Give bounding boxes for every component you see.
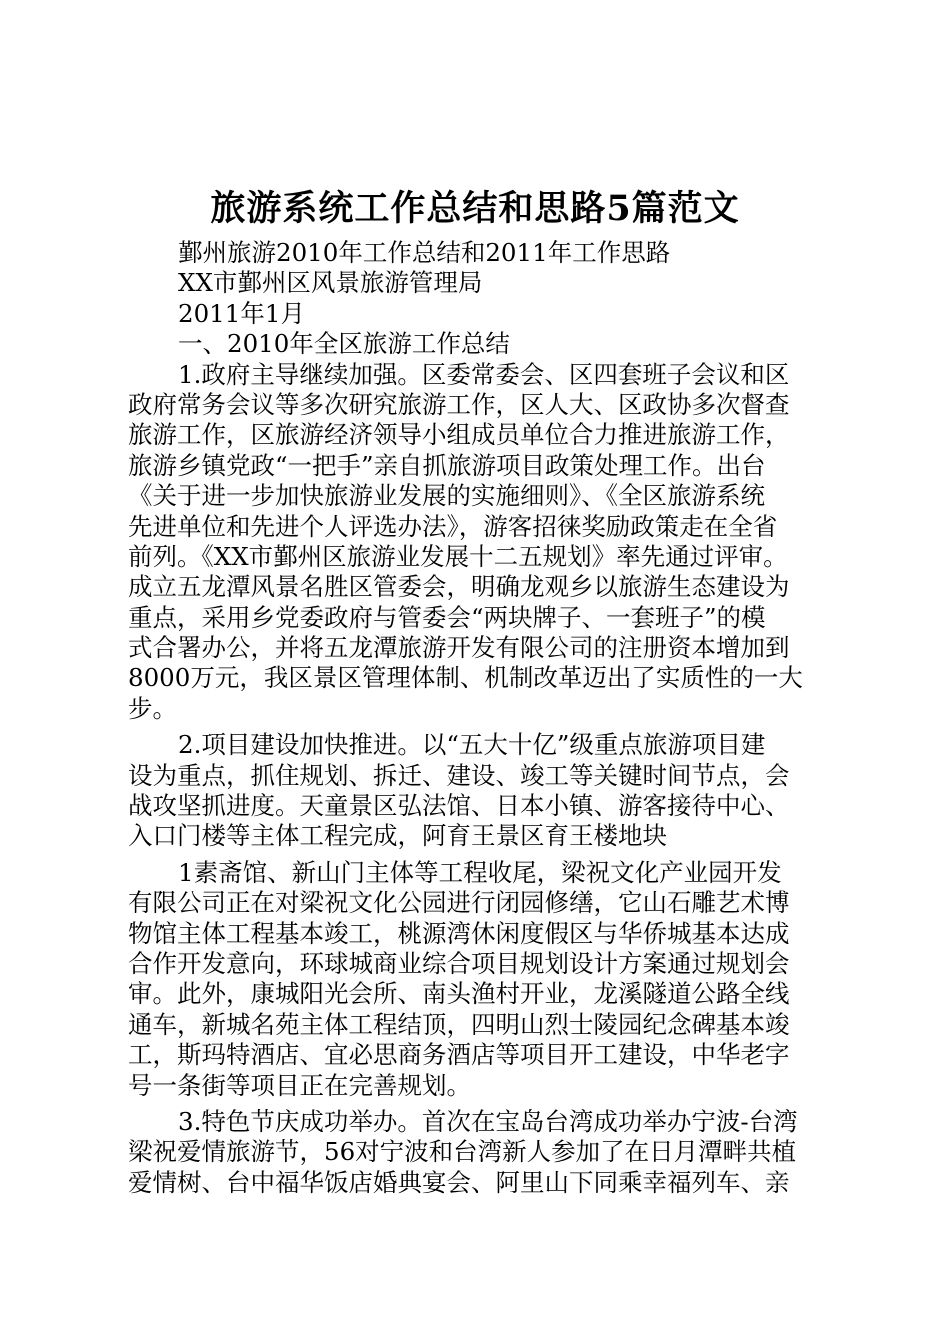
text-line: 工，斯玛特酒店、宜必思商务酒店等项目开工建设，中华老字	[128, 1040, 790, 1070]
text-line: 前列。《XX市鄞州区旅游业发展十二五规划》率先通过评审。	[128, 541, 788, 571]
text-line: 《关于进一步加快旅游业发展的实施细则》、《全区旅游系统	[128, 481, 765, 511]
text-line: 一、2010年全区旅游工作总结	[178, 329, 510, 359]
text-line: 入口门楼等主体工程完成，阿育王景区育王楼地块	[128, 821, 667, 851]
text-line: 政府常务会议等多次研究旅游工作，区人大、区政协多次督查	[128, 389, 790, 419]
text-line: 2.项目建设加快推进。以“五大十亿”级重点旅游项目建	[178, 730, 766, 760]
text-line: 梁祝爱情旅游节，56对宁波和台湾新人参加了在日月潭畔共植	[128, 1137, 797, 1167]
text-line: XX市鄞州区风景旅游管理局	[178, 268, 483, 298]
text-line: 物馆主体工程基本竣工，桃源湾休闲度假区与华侨城基本达成	[128, 918, 790, 948]
text-line: 有限公司正在对梁祝文化公园进行闭园修缮，它山石雕艺术博	[128, 888, 790, 918]
text-line: 1素斋馆、新山门主体等工程收尾，梁祝文化产业园开发	[178, 857, 782, 887]
text-line: 鄞州旅游2010年工作总结和2011年工作思路	[178, 238, 671, 267]
text-line: 旅游工作，区旅游经济领导小组成员单位合力推进旅游工作，	[128, 420, 790, 450]
text-line: 战攻坚抓进度。天童景区弘法馆、日本小镇、游客接待中心、	[128, 791, 790, 821]
text-line: 3.特色节庆成功举办。首次在宝岛台湾成功举办宁波-台湾	[178, 1106, 798, 1136]
text-line: 审。此外，康城阳光会所、南头渔村开业，龙溪隧道公路全线	[128, 979, 790, 1009]
text-line: 通车，新城名苑主体工程结顶，四明山烈士陵园纪念碑基本竣	[128, 1009, 790, 1039]
text-line: 号一条街等项目正在完善规划。	[128, 1070, 471, 1100]
text-line: 旅游乡镇党政“一把手”亲自抓旅游项目政策处理工作。出台	[128, 450, 766, 480]
text-line: 8000万元，我区景区管理体制、机制改革迈出了实质性的一大	[128, 663, 803, 693]
text-line: 式合署办公，并将五龙潭旅游开发有限公司的注册资本增加到	[128, 633, 790, 663]
document-body	[128, 238, 832, 1198]
text-line: 先进单位和先进个人评选办法》，游客招徕奖励政策走在全省	[128, 511, 778, 541]
document-title: 旅游系统工作总结和思路5篇范文	[210, 188, 740, 229]
text-line: 爱情树、台中福华饭店婚典宴会、阿里山下同乘幸福列车、亲	[128, 1167, 790, 1197]
text-line: 步。	[128, 693, 177, 723]
text-line: 重点，采用乡党委政府与管委会“两块牌子、一套班子”的模	[128, 602, 766, 632]
text-line: 设为重点，抓住规划、拆迁、建设、竣工等关键时间节点，会	[128, 760, 790, 790]
text-line: 合作开发意向，环球城商业综合项目规划设计方案通过规划会	[128, 948, 790, 978]
text-line: 成立五龙潭风景名胜区管委会，明确龙观乡以旅游生态建设为	[128, 572, 790, 602]
text-line: 1.政府主导继续加强。区委常委会、区四套班子会议和区	[178, 359, 790, 389]
text-line: 2011年1月	[178, 298, 305, 328]
